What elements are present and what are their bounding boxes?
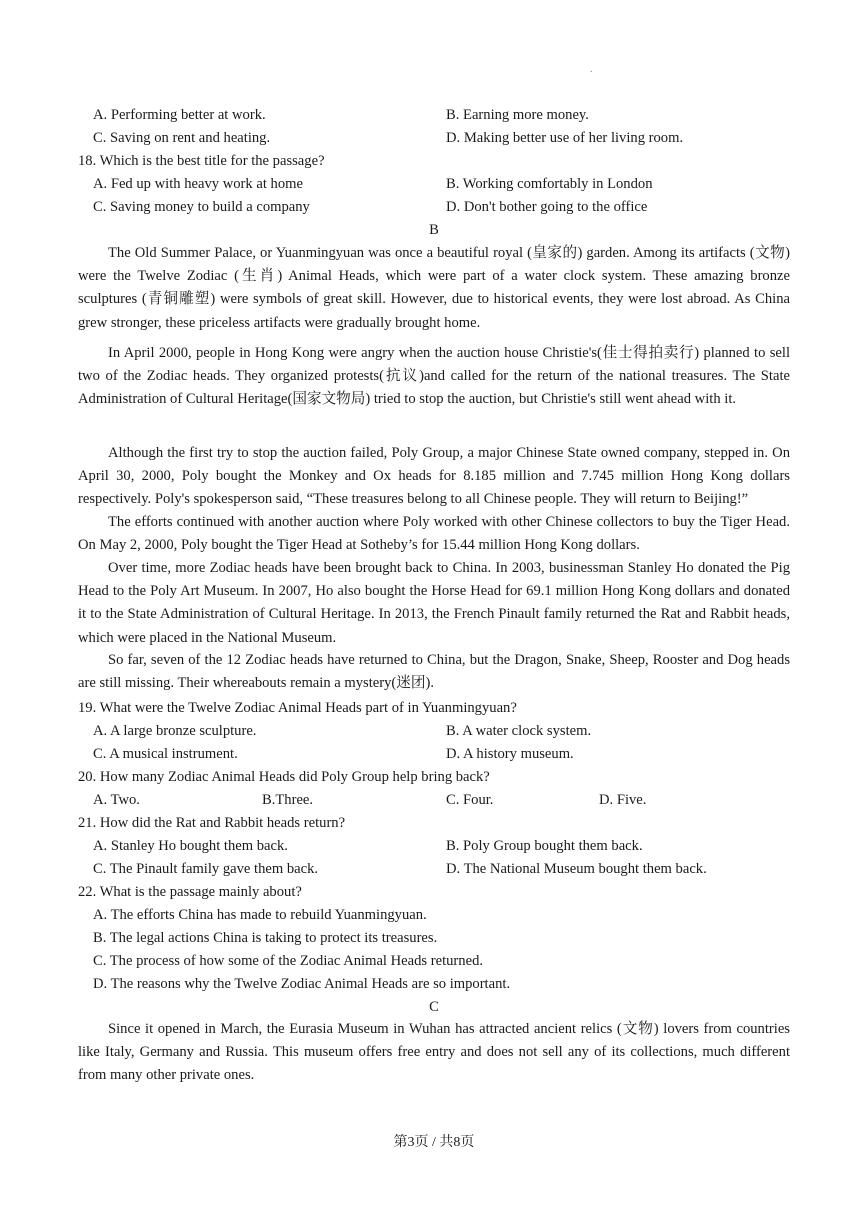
q17-option-c: C. Saving on rent and heating. bbox=[93, 130, 271, 146]
q17-option-d: D. Making better use of her living room. bbox=[446, 130, 684, 146]
scan-dot: . bbox=[590, 64, 593, 75]
section-c-label: C bbox=[429, 999, 439, 1015]
section-b-label: B bbox=[429, 222, 439, 238]
q20-option-b: B.Three. bbox=[262, 792, 314, 808]
q22-option-c: C. The process of how some of the Zodiac Animal Heads returned. bbox=[93, 953, 484, 969]
q19-option-a: A. A large bronze sculpture. bbox=[93, 723, 257, 739]
passage-b-paragraph-5: Over time, more Zodiac heads have been brought back to China. In 2003, businessman Stanley Ho donated the Pig Head to the Poly Art Museum. In 2007, Ho also bought the Horse Head for 69.1 million Hong Kong dollars and donated it to the State Administration of Cultural Heritage. In 2013, the French Pinault family returned the Rat and Rabbit heads, which were placed in the National Museum. bbox=[78, 560, 790, 646]
passage-b-paragraph-4: The efforts continued with another auction where Poly worked with other Chinese collectors to buy the Tiger Head. On May 2, 2000, Poly bought the Tiger Head at Sotheby’s for 15.44 million Hong Kong dollars. bbox=[78, 514, 790, 554]
q22-option-b: B. The legal actions China is taking to protect its treasures. bbox=[93, 930, 438, 946]
q18-option-d: D. Don't bother going to the office bbox=[446, 199, 648, 215]
q19-option-b: B. A water clock system. bbox=[446, 723, 592, 739]
passage-b-paragraph-1: The Old Summer Palace, or Yuanmingyuan was once a beautiful royal (皇家的) garden. Among its artifacts (文物) were the Twelve Zodiac (生肖) Animal Heads, which were part of a water clock system. These amazing bronze sculptures (青铜雕塑) were symbols of great skill. However, due to historical events, they were lost abroad. As China grew stronger, these priceless artifacts were gradually brought home. bbox=[78, 245, 790, 331]
page-number-footer: 第3页 / 共8页 bbox=[393, 1135, 475, 1150]
q18-option-a: A. Fed up with heavy work at home bbox=[93, 176, 303, 192]
q20-question: 20. How many Zodiac Animal Heads did Poly Group help bring back? bbox=[78, 769, 490, 785]
q22-option-a: A. The efforts China has made to rebuild Yuanmingyuan. bbox=[93, 907, 427, 923]
q17-option-a: A. Performing better at work. bbox=[93, 107, 266, 123]
q22-question: 22. What is the passage mainly about? bbox=[78, 884, 302, 900]
q18-option-c: C. Saving money to build a company bbox=[93, 199, 310, 215]
q21-option-d: D. The National Museum bought them back. bbox=[446, 861, 707, 877]
passage-b-paragraph-2: In April 2000, people in Hong Kong were angry when the auction house Christie's(佳士得拍卖行) planned to sell two of the Zodiac heads. They organized protests(抗议)and called for the return of the national treasures. The State Administration of Cultural Heritage(国家文物局) tried to stop the auction, but Christie's still went ahead with it. bbox=[78, 345, 790, 408]
passage-b-paragraph-6: So far, seven of the 12 Zodiac heads have returned to China, but the Dragon, Snake, Sheep, Rooster and Dog heads are still missing. Their whereabouts remain a mystery(迷团). bbox=[78, 652, 790, 692]
q17-option-b: B. Earning more money. bbox=[446, 107, 589, 123]
q19-option-c: C. A musical instrument. bbox=[93, 746, 238, 762]
q21-option-c: C. The Pinault family gave them back. bbox=[93, 861, 319, 877]
q19-question: 19. What were the Twelve Zodiac Animal Heads part of in Yuanmingyuan? bbox=[78, 700, 517, 716]
q21-question: 21. How did the Rat and Rabbit heads return? bbox=[78, 815, 346, 831]
passage-c-paragraph-1: Since it opened in March, the Eurasia Museum in Wuhan has attracted ancient relics (文物) lovers from countries like Italy, Germany and Russia. This museum offers free entry and does not sell any of its collections, much different from many other private ones. bbox=[78, 1021, 790, 1084]
passage-b-paragraph-3: Although the first try to stop the auction failed, Poly Group, a major Chinese State owned company, stepped in. On April 30, 2000, Poly bought the Monkey and Ox heads for 8.185 million and 7.745 million Hong Kong dollars respectively. Poly's spokesperson said, “These treasures belong to all Chinese people. They will return to Beijing!” bbox=[78, 445, 790, 508]
q22-option-d: D. The reasons why the Twelve Zodiac Animal Heads are so important. bbox=[93, 976, 511, 992]
q21-option-a: A. Stanley Ho bought them back. bbox=[93, 838, 288, 854]
q20-option-c: C. Four. bbox=[446, 792, 494, 808]
q21-option-b: B. Poly Group bought them back. bbox=[446, 838, 643, 854]
q19-option-d: D. A history museum. bbox=[446, 746, 574, 762]
q20-option-a: A. Two. bbox=[93, 792, 140, 808]
q18-option-b: B. Working comfortably in London bbox=[446, 176, 653, 192]
q20-option-d: D. Five. bbox=[599, 792, 647, 808]
q18-question: 18. Which is the best title for the passage? bbox=[78, 153, 325, 169]
